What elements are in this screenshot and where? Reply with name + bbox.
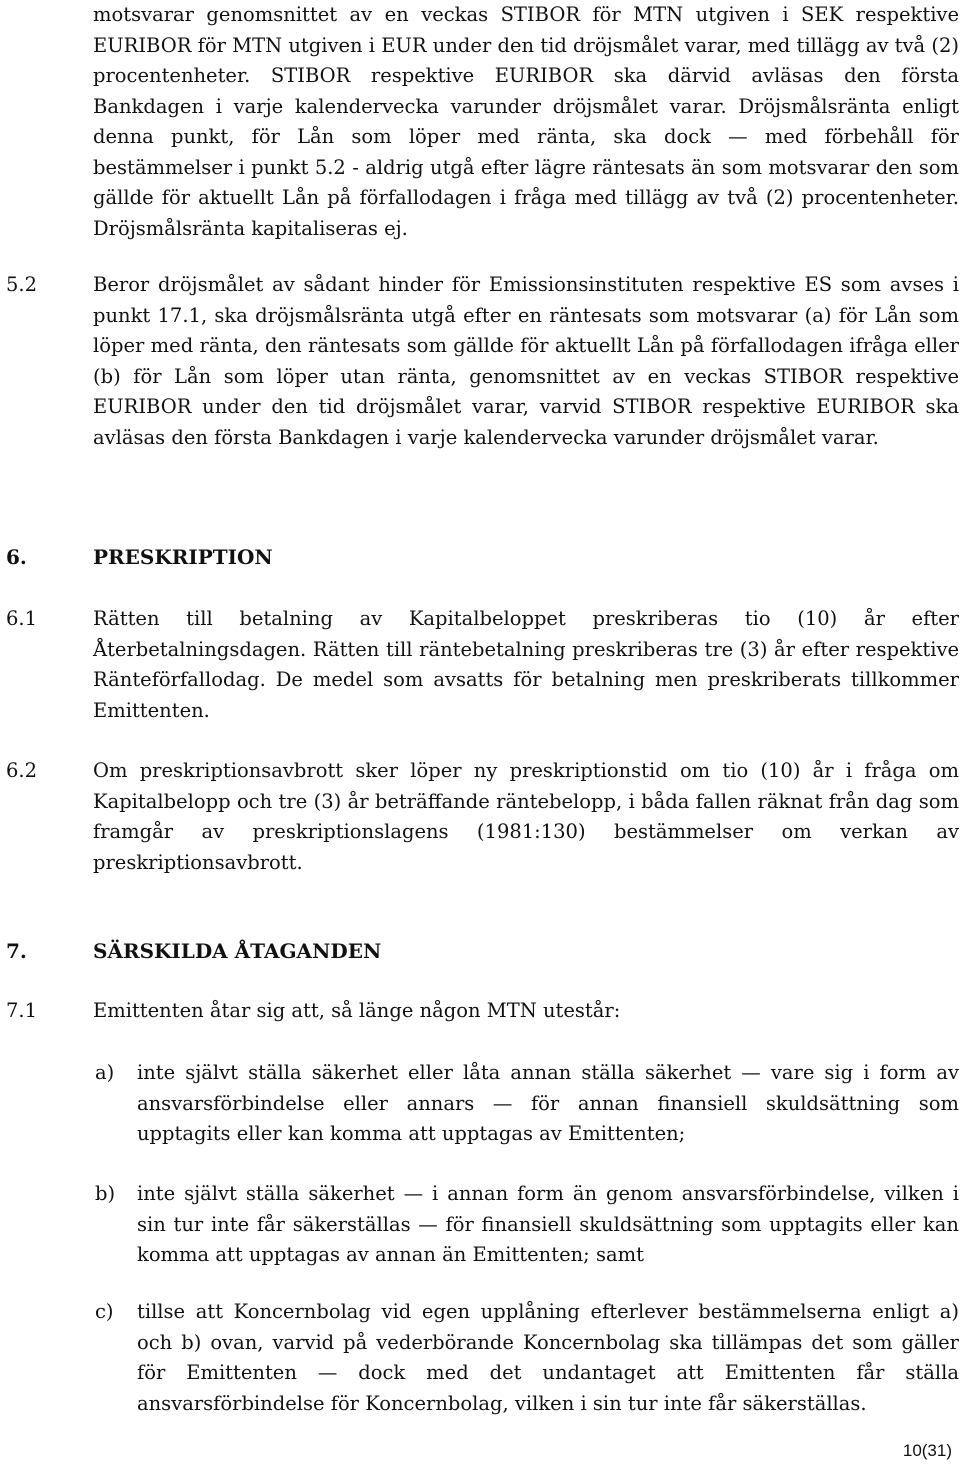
clause-text-6-2: Om preskriptionsavbrott sker löper ny preskriptionstid om tio (10) år i fråga om Kapitalbelopp och tre (3) år beträffande räntebelopp, i båda fallen räknat från dag som framgår av preskriptionslagens (1981:130) bestämmelser om verkan av preskriptionsavbrott.: [93, 759, 959, 874]
list-item-marker-c: c): [95, 1300, 114, 1323]
section-number-7: 7.: [6, 939, 27, 963]
clause-text-5-2: Beror dröjsmålet av sådant hinder för Emissionsinstituten respektive ES som avses i punkt 17.1, ska dröjsmålsränta utgå efter en räntesats som motsvarar (a) för Lån som löper med ränta, den räntesats som gällde för aktuellt Lån på förfallodagen ifråga eller (b) för Lån som löper utan ränta, genomsnittet av en veckas STIBOR respektive EURIBOR under den tid dröjsmålet varar, varvid STIBOR respektive EURIBOR ska avläsas den första Bankdagen i varje kalendervecka varunder dröjsmålet varar.: [93, 273, 959, 449]
page-number: 10(31): [902, 1441, 952, 1460]
clause-number-6-2: 6.2: [6, 759, 38, 782]
section-number-6: 6.: [6, 545, 27, 569]
section-title-preskription: PRESKRIPTION: [93, 545, 273, 569]
list-item-marker-b: b): [95, 1182, 116, 1205]
list-item-text-c: tillse att Koncernbolag vid egen upplåning efterlever bestämmelserna enligt a) och b) ovan, varvid på vederbörande Koncernbolag ska tillämpas det som gäller för Emittenten — dock med det undantaget att Emittenten får ställa ansvarsförbindelse för Koncernbolag, vilken i sin tur inte får säkerställas.: [137, 1300, 959, 1415]
clause-text-6-1: Rätten till betalning av Kapitalbeloppet preskriberas tio (10) år efter Återbetalningsdagen. Rätten till räntebetalning preskriberas tre (3) år efter respektive Ränteförfallodag. De medel som avsatts för betalning men preskriberats tillkommer Emittenten.: [93, 607, 959, 722]
clause-number-7-1: 7.1: [6, 999, 38, 1022]
clause-number-6-1: 6.1: [6, 607, 38, 630]
clause-text-7-1: Emittenten åtar sig att, så länge någon MTN utestår:: [93, 999, 621, 1022]
intro-paragraph: motsvarar genomsnittet av en veckas STIBOR för MTN utgiven i SEK respektive EURIBOR för MTN utgiven i EUR under den tid dröjsmålet varar, med tillägg av två (2) procentenheter. STIBOR respektive EURIBOR ska därvid avläsas den första Bankdagen i varje kalendervecka varunder dröjsmålet varar. Dröjsmålsränta enligt denna punkt, för Lån som löper med ränta, ska dock — med förbehåll för bestämmelser i punkt 5.2 - aldrig utgå efter lägre räntesats än som motsvarar den som gällde för aktuellt Lån på förfallodagen i fråga med tillägg av två (2) procentenheter. Dröjsmålsränta kapitaliseras ej.: [93, 3, 959, 240]
section-title-sarskilda-ataganden: SÄRSKILDA ÅTAGANDEN: [93, 939, 382, 963]
list-item-text-b: inte självt ställa säkerhet — i annan form än genom ansvarsförbindelse, vilken i sin tur inte får säkerställas — för finansiell skuldsättning som upptagits eller kan komma att upptagas av annan än Emittenten; samt: [137, 1182, 959, 1266]
clause-number-5-2: 5.2: [6, 273, 38, 296]
list-item-text-a: inte självt ställa säkerhet eller låta annan ställa säkerhet — vare sig i form av ansvarsförbindelse eller annars — för annan finansiell skuldsättning som upptagits eller kan komma att upptagas av Emittenten;: [137, 1061, 959, 1145]
list-item-marker-a: a): [95, 1061, 115, 1084]
